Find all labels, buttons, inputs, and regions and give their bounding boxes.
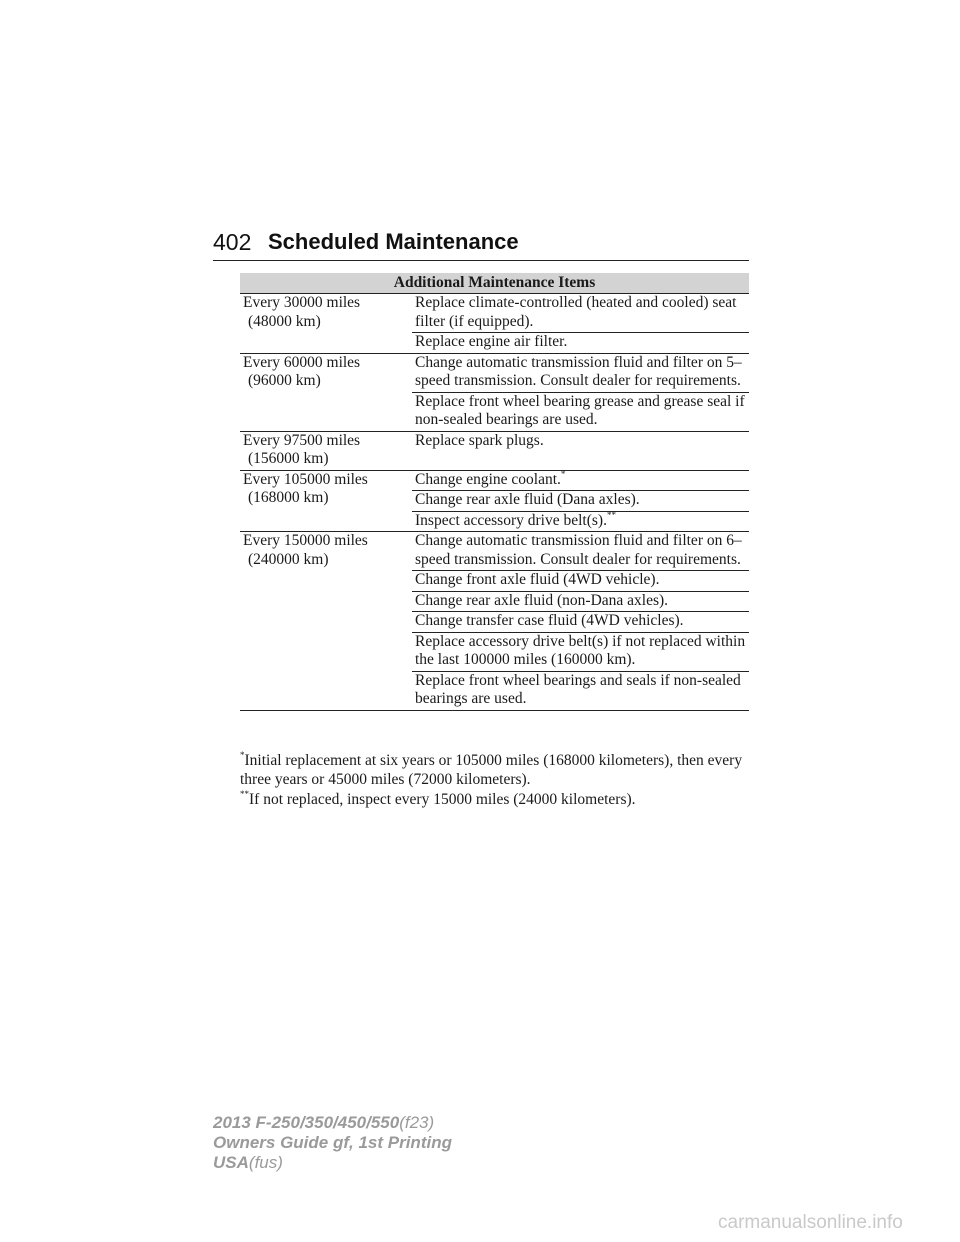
item-text: Replace climate-controlled (heated and cooled) seat filter (if equipped). bbox=[415, 294, 737, 330]
maintenance-item bbox=[412, 671, 749, 710]
interval-km: (48000 km) bbox=[248, 312, 321, 330]
footer-line-region bbox=[213, 1153, 452, 1173]
footnote-text: If not replaced, inspect every 15000 miles (24000 kilometers). bbox=[249, 791, 636, 808]
footer-line-model bbox=[213, 1113, 452, 1133]
footnote-marker: * bbox=[560, 468, 566, 479]
table-row bbox=[240, 294, 749, 333]
table-row bbox=[240, 470, 749, 491]
table-row bbox=[240, 431, 749, 470]
table-body bbox=[240, 294, 749, 711]
item-text: Change engine coolant. bbox=[415, 470, 561, 488]
table-row bbox=[240, 353, 749, 392]
maintenance-item bbox=[412, 511, 749, 532]
interval-miles: Every 30000 miles bbox=[243, 294, 361, 311]
table-header-row bbox=[240, 273, 749, 294]
item-text: Replace engine air filter. bbox=[415, 333, 568, 350]
interval-cell bbox=[240, 294, 412, 354]
maintenance-item bbox=[412, 571, 749, 592]
item-text: Replace front wheel bearing grease and grease seal if non-sealed bearings are used. bbox=[415, 392, 745, 428]
item-text: Change automatic transmission fluid and filter on 5–speed transmission. Consult dealer for requirements. bbox=[415, 353, 742, 389]
interval-miles: Every 97500 miles bbox=[243, 431, 361, 449]
interval-miles: Every 105000 miles bbox=[243, 470, 368, 488]
page-header bbox=[213, 228, 749, 261]
footer-region-code: (fus) bbox=[248, 1153, 283, 1172]
maintenance-item bbox=[412, 353, 749, 392]
maintenance-item bbox=[412, 333, 749, 354]
maintenance-item bbox=[412, 294, 749, 333]
item-text: Change front axle fluid (4WD vehicle). bbox=[415, 571, 660, 588]
page-number: 402 bbox=[213, 229, 252, 255]
section-title: Scheduled Maintenance bbox=[268, 229, 519, 254]
interval-cell bbox=[240, 532, 412, 711]
page-footer bbox=[213, 1113, 452, 1173]
interval-cell bbox=[240, 431, 412, 470]
item-text: Replace spark plugs. bbox=[415, 431, 544, 449]
maintenance-item bbox=[412, 532, 749, 571]
maintenance-item bbox=[412, 591, 749, 612]
footer-line-guide bbox=[213, 1133, 452, 1153]
item-text: Replace front wheel bearings and seals if non-sealed bearings are used. bbox=[415, 671, 741, 707]
table-row bbox=[240, 532, 749, 571]
footer-guide: Owners Guide gf, 1st Printing bbox=[213, 1133, 452, 1152]
interval-km: (96000 km) bbox=[248, 372, 321, 389]
interval-km: (240000 km) bbox=[248, 550, 329, 568]
item-text: Change transfer case fluid (4WD vehicles). bbox=[415, 612, 684, 629]
footnote-mark: ** bbox=[240, 789, 249, 799]
interval-cell bbox=[240, 470, 412, 532]
item-text: Replace accessory drive belt(s) if not replaced within the last 100000 miles (160000 km). bbox=[415, 632, 746, 668]
maintenance-item bbox=[412, 612, 749, 633]
watermark: carmanualsonline.info bbox=[718, 1212, 903, 1233]
footer-model: 2013 F-250/350/450/550 bbox=[213, 1113, 400, 1132]
item-text: Change automatic transmission fluid and filter on 6–speed transmission. Consult dealer for requirements. bbox=[415, 532, 742, 568]
table-title: Additional Maintenance Items bbox=[240, 273, 749, 294]
footnote-marker: ** bbox=[606, 509, 616, 520]
item-text: Inspect accessory drive belt(s). bbox=[415, 511, 607, 529]
interval-km: (168000 km) bbox=[248, 489, 329, 506]
footnote bbox=[240, 791, 750, 810]
maintenance-table bbox=[240, 273, 749, 711]
footer-region: USA bbox=[213, 1153, 249, 1172]
footer-model-code: (f23) bbox=[399, 1113, 435, 1132]
interval-km: (156000 km) bbox=[248, 450, 329, 467]
maintenance-item bbox=[412, 392, 749, 431]
maintenance-item bbox=[412, 632, 749, 671]
interval-miles: Every 150000 miles bbox=[243, 532, 368, 549]
footnotes bbox=[240, 752, 750, 812]
item-text: Change rear axle fluid (non-Dana axles). bbox=[415, 591, 669, 609]
footnote-mark: * bbox=[240, 750, 245, 760]
interval-miles: Every 60000 miles bbox=[243, 353, 361, 371]
interval-cell bbox=[240, 353, 412, 431]
item-text: Change rear axle fluid (Dana axles). bbox=[415, 491, 640, 508]
maintenance-item bbox=[412, 491, 749, 512]
footnote bbox=[240, 752, 750, 789]
maintenance-item bbox=[412, 431, 749, 470]
maintenance-item bbox=[412, 470, 749, 491]
footnote-text: Initial replacement at six years or 105000 miles (168000 kilometers), then every three years or 45000 miles (72000 kilometers). bbox=[240, 752, 743, 788]
